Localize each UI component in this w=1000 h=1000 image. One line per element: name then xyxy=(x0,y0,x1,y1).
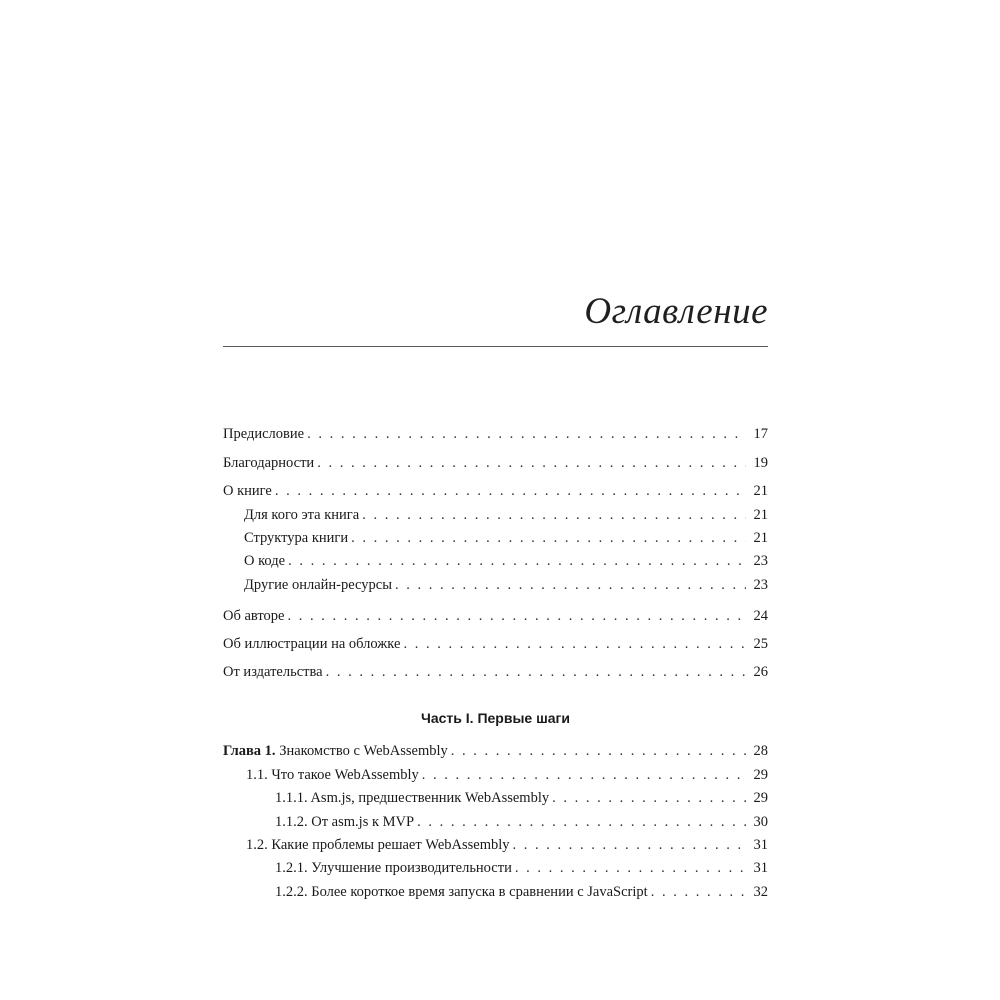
toc-entry-chapter-1[interactable] xyxy=(223,742,768,760)
toc-entry-page: 21 xyxy=(753,530,768,546)
toc-entry-label: Структура книги xyxy=(244,530,349,546)
toc-entry-page: 26 xyxy=(753,664,768,680)
toc-entry-preface[interactable] xyxy=(223,425,768,443)
toc-entry-page: 30 xyxy=(753,814,768,830)
toc-entry-page: 19 xyxy=(753,455,768,471)
toc-entry-page: 31 xyxy=(753,837,768,853)
toc-entry-page: 29 xyxy=(753,790,768,806)
toc-entry-label: О книге xyxy=(223,483,272,499)
toc-entry-page: 31 xyxy=(753,860,768,876)
leader-dots xyxy=(307,425,746,443)
leader-dots xyxy=(651,883,746,901)
toc-entry-publisher[interactable] xyxy=(223,663,768,681)
chapter-title: Знакомство с WebAssembly xyxy=(279,743,448,759)
leader-dots xyxy=(287,607,746,625)
toc-entry-section-1-1-1[interactable] xyxy=(275,789,768,807)
toc-entry-label xyxy=(223,742,451,760)
toc-entry-label: 1.1. Что такое WebAssembly xyxy=(246,767,419,783)
toc-entry-label: Другие онлайн-ресурсы xyxy=(244,577,392,593)
leader-dots xyxy=(403,635,746,653)
title-rule xyxy=(223,346,768,347)
toc-entry-section-1-2[interactable] xyxy=(246,836,768,854)
toc-entry-page: 29 xyxy=(753,767,768,783)
toc-entry-acknowledgements[interactable] xyxy=(223,454,768,472)
toc-entry-section-1-2-2[interactable] xyxy=(275,883,768,901)
leader-dots xyxy=(552,789,746,807)
toc-entry-label: Предисловие xyxy=(223,426,305,442)
toc-entry-label: 1.2.1. Улучшение производительности xyxy=(275,860,512,876)
toc-entry-label: О коде xyxy=(244,553,286,569)
page-title: Оглавление xyxy=(584,291,768,332)
toc-entry-online-resources[interactable] xyxy=(244,576,768,594)
toc-entry-section-1-1[interactable] xyxy=(246,766,768,784)
toc-entry-page: 21 xyxy=(753,483,768,499)
toc-entry-page: 32 xyxy=(753,884,768,900)
leader-dots xyxy=(362,506,746,524)
toc-entry-label: От издательства xyxy=(223,664,323,680)
toc-entry-section-1-1-2[interactable] xyxy=(275,813,768,831)
toc-entry-audience[interactable] xyxy=(244,506,768,524)
toc-entry-page: 21 xyxy=(753,507,768,523)
toc-entry-code[interactable] xyxy=(244,552,768,570)
leader-dots xyxy=(417,813,746,831)
toc-entry-label: Благодарности xyxy=(223,455,315,471)
toc-entry-page: 24 xyxy=(753,608,768,624)
leader-dots xyxy=(513,836,746,854)
toc-entry-label: 1.1.1. Asm.js, предшественник WebAssembly xyxy=(275,790,550,806)
leader-dots xyxy=(326,663,746,681)
toc-entry-about-author[interactable] xyxy=(223,607,768,625)
toc-entry-page: 28 xyxy=(753,743,768,759)
leader-dots xyxy=(288,552,746,570)
toc-entry-label: 1.1.2. От asm.js к MVP xyxy=(275,814,415,830)
toc-entry-page: 23 xyxy=(753,553,768,569)
leader-dots xyxy=(515,859,746,877)
toc-page xyxy=(223,0,768,1000)
part-heading: Часть I. Первые шаги xyxy=(421,710,570,726)
leader-dots xyxy=(351,529,746,547)
toc-entry-structure[interactable] xyxy=(244,529,768,547)
toc-entry-label: 1.2. Какие проблемы решает WebAssembly xyxy=(246,837,510,853)
toc-entry-label: Для кого эта книга xyxy=(244,507,360,523)
toc-entry-about-book[interactable] xyxy=(223,482,768,500)
toc-entry-page: 23 xyxy=(753,577,768,593)
leader-dots xyxy=(317,454,746,472)
leader-dots xyxy=(275,482,746,500)
toc-entry-page: 25 xyxy=(753,636,768,652)
leader-dots xyxy=(422,766,746,784)
toc-entry-cover-illustration[interactable] xyxy=(223,635,768,653)
chapter-prefix: Глава 1. xyxy=(223,743,276,759)
leader-dots xyxy=(451,742,746,760)
toc-entry-label: Об иллюстрации на обложке xyxy=(223,636,401,652)
toc-entry-section-1-2-1[interactable] xyxy=(275,859,768,877)
leader-dots xyxy=(395,576,746,594)
toc-entry-label: Об авторе xyxy=(223,608,285,624)
toc-entry-label: 1.2.2. Более короткое время запуска в сравнении с JavaScript xyxy=(275,884,648,900)
toc-entry-page: 17 xyxy=(753,426,768,442)
